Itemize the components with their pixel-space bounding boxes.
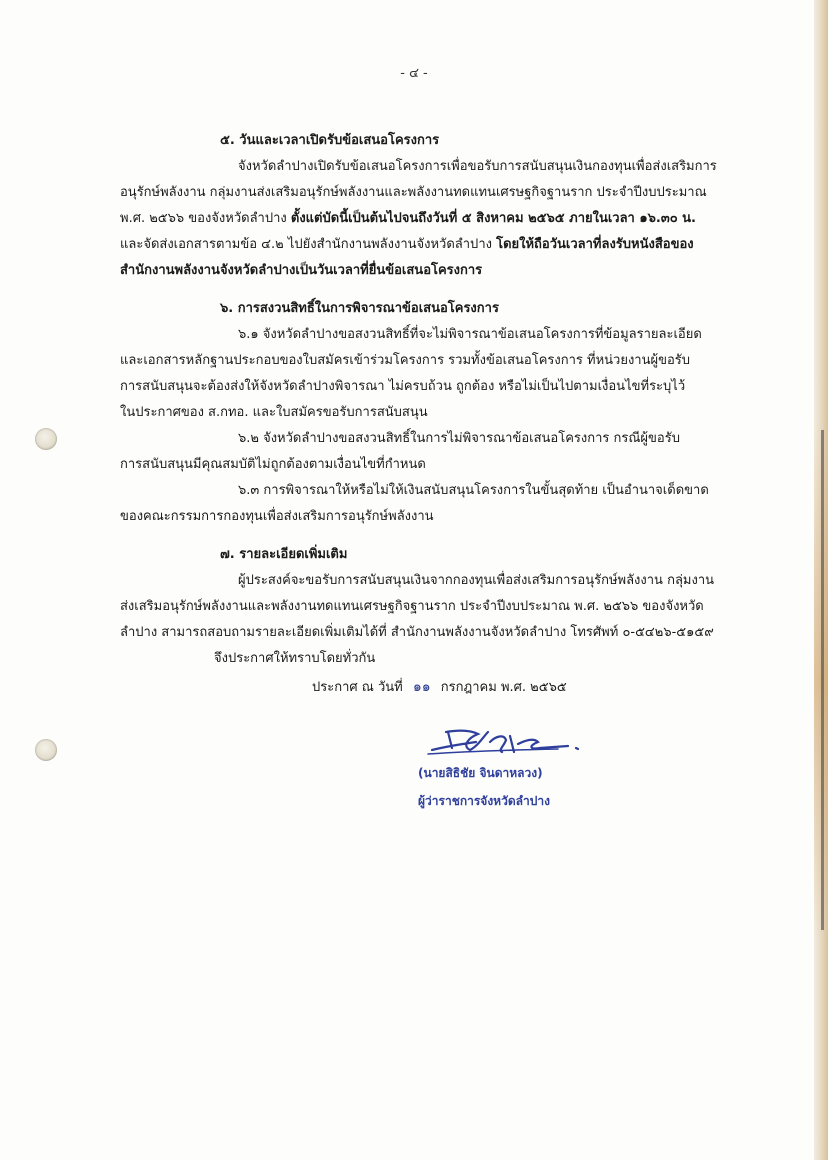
- section7-line2: ส่งเสริมอนุรักษ์พลังงานและพลังงานทดแทนเศรษฐกิจฐานราก ประจำปีงบประมาณ พ.ศ. ๒๕๖๖ ของจังหวัด: [120, 599, 704, 614]
- document-body: [120, 128, 750, 672]
- section6-item2-line1: ๖.๒ จังหวัดลำปางขอสงวนสิทธิ์ในการไม่พิจารณาข้อเสนอโครงการ กรณีผู้ขอรับ: [238, 431, 680, 446]
- announcement-date: [312, 676, 567, 698]
- section6-heading: ๖. การสงวนสิทธิ์ในการพิจารณาข้อเสนอโครงการ: [220, 301, 499, 316]
- section7-line3: ลำปาง สามารถสอบถามรายละเอียดเพิ่มเติมได้ที่ สำนักงานพลังงานจังหวัดลำปาง โทรศัพท์ ๐-๕๔๒๖-๕๑๕๙: [120, 625, 714, 640]
- page-edge: [814, 0, 828, 1160]
- section5-line2: อนุรักษ์พลังงาน กลุ่มงานส่งเสริมอนุรักษ์พลังงานและพลังงานทดแทนเศรษฐกิจฐานราก ประจำปีงบประมาณ: [120, 185, 707, 200]
- page-number: - ๔ -: [400, 66, 428, 81]
- section5-line1: จังหวัดลำปางเปิดรับข้อเสนอโครงการเพื่อขอรับการสนับสนุนเงินกองทุนเพื่อส่งเสริมการ: [238, 159, 717, 174]
- date-day: ๑๑: [412, 679, 431, 695]
- section5-line4: [120, 232, 750, 258]
- section5-heading: ๕. วันและเวลาเปิดรับข้อเสนอโครงการ: [220, 133, 440, 148]
- signer-name: (นายสิธิชัย จินดาหลวง): [418, 766, 543, 780]
- section6-item1-line4: ในประกาศของ ส.กทอ. และใบสมัครขอรับการสนับสนุน: [120, 405, 428, 420]
- section7-heading: ๗. รายละเอียดเพิ่มเติม: [220, 547, 348, 562]
- date-month-year: กรกฎาคม พ.ศ. ๒๕๖๕: [440, 680, 567, 695]
- closing-statement: จึงประกาศให้ทราบโดยทั่วกัน: [214, 651, 376, 666]
- section5-line3-text: พ.ศ. ๒๕๖๖ ของจังหวัดลำปาง: [120, 211, 291, 226]
- section5-line4-bold: โดยให้ถือวันเวลาที่ลงรับหนังสือของ: [496, 237, 694, 252]
- section6-item1-line2: และเอกสารหลักฐานประกอบของใบสมัครเข้าร่วมโครงการ รวมทั้งข้อเสนอโครงการ ที่หน่วยงานผู้ขอรับ: [120, 353, 691, 368]
- section6-item3-line1: ๖.๓ การพิจารณาให้หรือไม่ให้เงินสนับสนุนโครงการในขั้นสุดท้าย เป็นอำนาจเด็ดขาด: [238, 483, 709, 498]
- section6-item1-line3: การสนับสนุนจะต้องส่งให้จังหวัดลำปางพิจารณา ไม่ครบถ้วน ถูกต้อง หรือไม่เป็นไปตามเงื่อนไขที่ระบุไว้: [120, 379, 686, 394]
- signature-icon: [418, 722, 588, 766]
- section6-item3-line2: ของคณะกรรมการกองทุนเพื่อส่งเสริมการอนุรักษ์พลังงาน: [120, 509, 434, 524]
- section7-line1: ผู้ประสงค์จะขอรับการสนับสนุนเงินจากกองทุนเพื่อส่งเสริมการอนุรักษ์พลังงาน กลุ่มงาน: [238, 573, 715, 588]
- section6-item1-line1: ๖.๑ จังหวัดลำปางขอสงวนสิทธิ์ที่จะไม่พิจารณาข้อเสนอโครงการที่ข้อมูลรายละเอียด: [238, 327, 702, 342]
- section5-line4-text: และจัดส่งเอกสารตามข้อ ๔.๒ ไปยังสำนักงานพลังงานจังหวัดลำปาง: [120, 237, 497, 252]
- binder-hole-icon: [35, 739, 57, 761]
- section5-line3-bold: ตั้งแต่บัดนี้เป็นต้นไปจนถึงวันที่ ๕ สิงหาคม ๒๕๖๕ ภายในเวลา ๑๖.๓๐ น.: [290, 211, 696, 226]
- signer-title: ผู้ว่าราชการจังหวัดลำปาง: [418, 794, 550, 808]
- section5-line5-bold: สำนักงานพลังงานจังหวัดลำปางเป็นวันเวลาที่ยื่นข้อเสนอโครงการ: [120, 263, 483, 278]
- section5-line3: [120, 206, 750, 232]
- binder-hole-icon: [35, 428, 57, 450]
- date-prefix: ประกาศ ณ วันที่: [312, 680, 403, 695]
- section6-item2-line2: การสนับสนุนมีคุณสมบัติไม่ถูกต้องตามเงื่อนไขที่กำหนด: [120, 457, 426, 472]
- section5-line5: [120, 258, 750, 284]
